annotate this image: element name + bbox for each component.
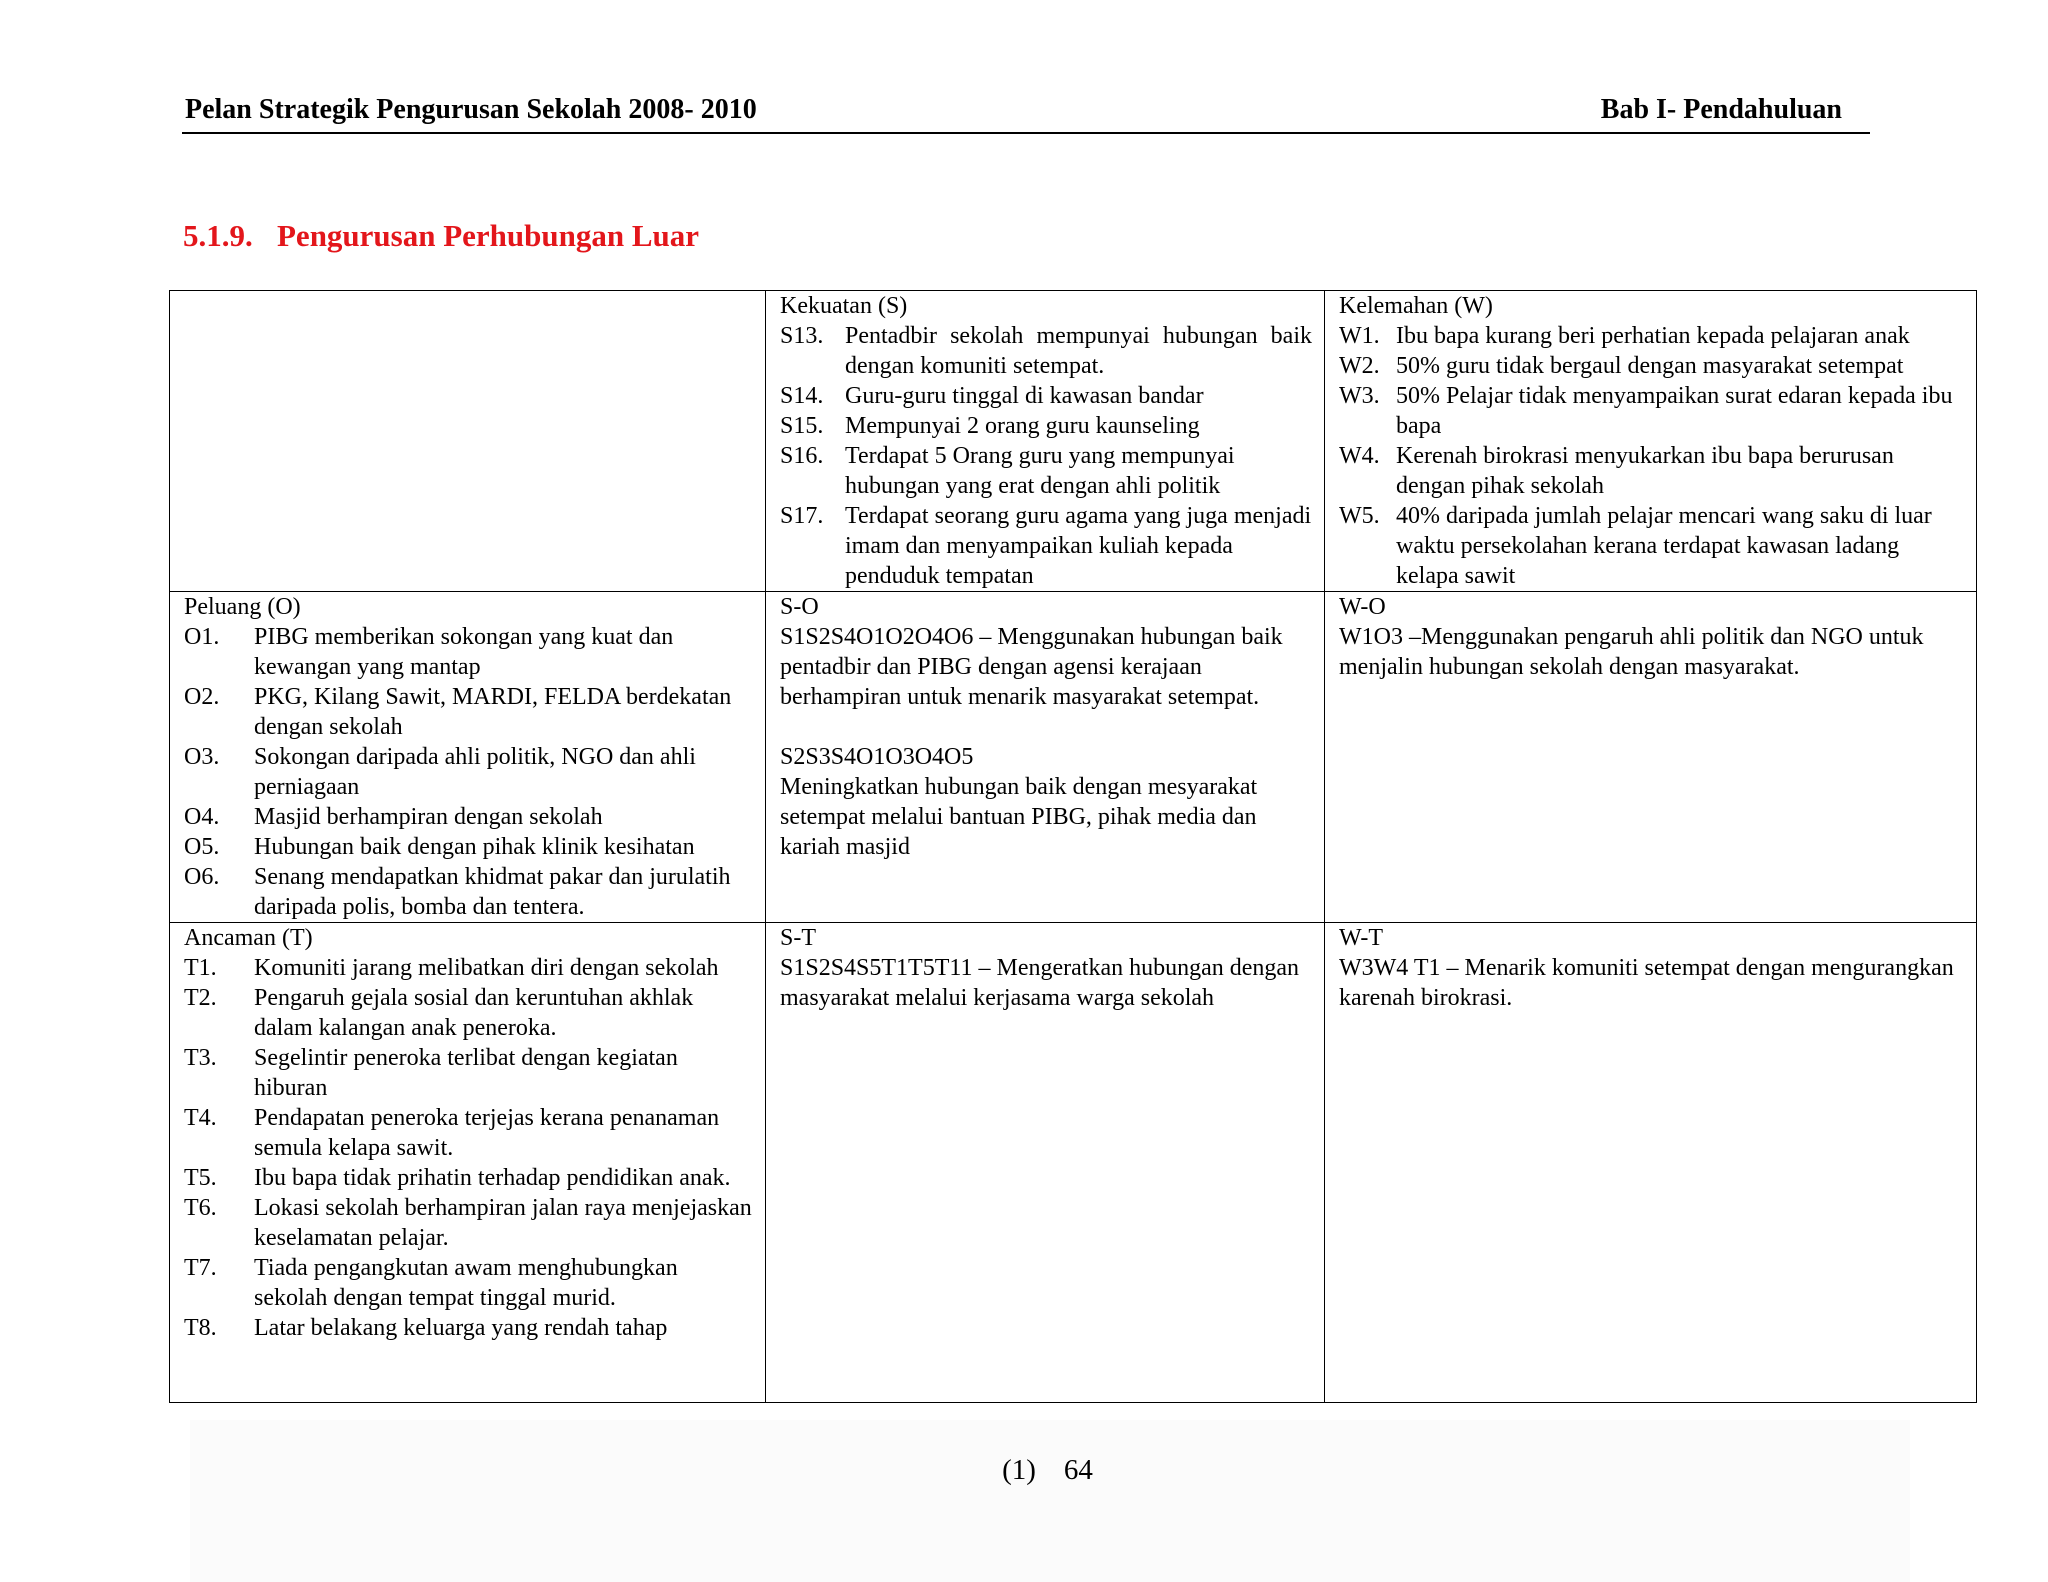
list-item: W1. Ibu bapa kurang beri perhatian kepada pelajaran anak [1339,323,1910,349]
list-item: S16. Terdapat 5 Orang guru yang mempunyai hubungan yang erat dengan ahli politik [780,443,1235,499]
footer-section-marker: (1) [1002,1454,1036,1486]
swot-row-header [170,291,1977,592]
strengths-heading: Kekuatan (S) [780,293,908,319]
swot-row-opportunities [170,592,1977,923]
document-title: Pelan Strategik Pengurusan Sekolah 2008- 2010 [185,94,757,125]
list-item: W5. 40% daripada jumlah pelajar mencari wang saku di luar waktu persekolahan kerana terdapat kawasan ladang kelapa sawit [1339,503,1932,589]
list-item: W4. Kerenah birokrasi menyukarkan ibu bapa berurusan dengan pihak sekolah [1339,443,1894,499]
so-strategy-2-text: Meningkatkan hubungan baik dengan mesyarakat setempat melalui bantuan PIBG, pihak media dan kariah masjid [780,774,1258,860]
list-item: O1. PIBG memberikan sokongan yang kuat dan kewangan yang mantap [184,624,674,680]
page-footer [0,1454,2048,1487]
swot-row-threats [170,923,1977,1403]
list-item: W2. 50% guru tidak bergaul dengan masyarakat setempat [1339,353,1904,379]
wo-strategy: W1O3 –Menggunakan pengaruh ahli politik dan NGO untuk menjalin hubungan sekolah dengan masyarakat. [1339,624,1924,680]
list-item: S14. Guru-guru tinggal di kawasan bandar [780,383,1204,409]
list-item: O6. Senang mendapatkan khidmat pakar dan jurulatih daripada polis, bomba dan tentera. [184,864,731,920]
list-item: T8. Latar belakang keluarga yang rendah tahap [184,1315,668,1341]
opportunities-list [184,622,753,922]
list-item: O5. Hubungan baik dengan pihak klinik kesihatan [184,834,695,860]
wt-strategy-cell [1325,923,1977,1403]
list-item: O2. PKG, Kilang Sawit, MARDI, FELDA berdekatan dengan sekolah [184,684,732,740]
weaknesses-cell [1325,291,1977,592]
list-item: S17. Terdapat seorang guru agama yang juga menjadi imam dan menyampaikan kuliah kepada penduduk tempatan [780,503,1312,589]
list-item: T3. Segelintir peneroka terlibat dengan kegiatan hiburan [184,1045,678,1101]
chapter-title: Bab I- Pendahuluan [1600,94,1842,125]
list-item: T6. Lokasi sekolah berhampiran jalan raya menjejaskan keselamatan pelajar. [184,1195,752,1251]
wo-strategy-cell [1325,592,1977,923]
wo-heading: W-O [1339,594,1386,620]
section-title: Pengurusan Perhubungan Luar [277,218,700,253]
st-strategy: S1S2S4S5T1T5T11 – Mengeratkan hubungan dengan masyarakat melalui kerjasama warga sekolah [780,955,1300,1011]
weaknesses-list [1339,321,1964,591]
list-item: T2. Pengaruh gejala sosial dan keruntuhan akhlak dalam kalangan anak peneroka. [184,985,694,1041]
threats-heading: Ancaman (T) [184,925,313,951]
list-item: W3. 50% Pelajar tidak menyampaikan surat edaran kepada ibu bapa [1339,383,1953,439]
so-strategy-2-code: S2S3S4O1O3O4O5 [780,744,974,770]
list-item: O4. Masjid berhampiran dengan sekolah [184,804,603,830]
st-heading: S-T [780,925,816,951]
weaknesses-heading: Kelemahan (W) [1339,293,1493,319]
section-number: 5.1.9. [183,218,253,253]
so-heading: S-O [780,594,819,620]
page-footer-shade [190,1420,1910,1582]
strengths-list [780,321,1312,591]
list-item: T4. Pendapatan peneroka terjejas kerana penanaman semula kelapa sawit. [184,1105,720,1161]
wt-heading: W-T [1339,925,1383,951]
empty-corner-cell [170,291,766,592]
swot-table [169,290,1977,1403]
page-number: 64 [1063,1454,1093,1486]
list-item: S13. Pentadbir sekolah mempunyai hubungan baik dengan komuniti setempat. [780,323,1312,379]
section-heading [183,218,699,254]
so-strategy-1: S1S2S4O1O2O4O6 – Menggunakan hubungan baik pentadbir dan PIBG dengan agensi kerajaan berhampiran untuk menarik masyarakat setempat. [780,624,1283,710]
page-header [182,92,1870,134]
list-item: T5. Ibu bapa tidak prihatin terhadap pendidikan anak. [184,1165,731,1191]
list-item: T7. Tiada pengangkutan awam menghubungkan sekolah dengan tempat tinggal murid. [184,1255,678,1311]
so-strategy-cell [766,592,1325,923]
list-item: T1. Komuniti jarang melibatkan diri dengan sekolah [184,955,719,981]
opportunities-cell [170,592,766,923]
threats-list [184,953,753,1343]
opportunities-heading: Peluang (O) [184,594,301,620]
st-strategy-cell [766,923,1325,1403]
list-item: S15. Mempunyai 2 orang guru kaunseling [780,413,1200,439]
threats-cell [170,923,766,1403]
strengths-cell [766,291,1325,592]
list-item: O3. Sokongan daripada ahli politik, NGO dan ahli perniagaan [184,744,696,800]
wt-strategy: W3W4 T1 – Menarik komuniti setempat dengan mengurangkan karenah birokrasi. [1339,955,1954,1011]
